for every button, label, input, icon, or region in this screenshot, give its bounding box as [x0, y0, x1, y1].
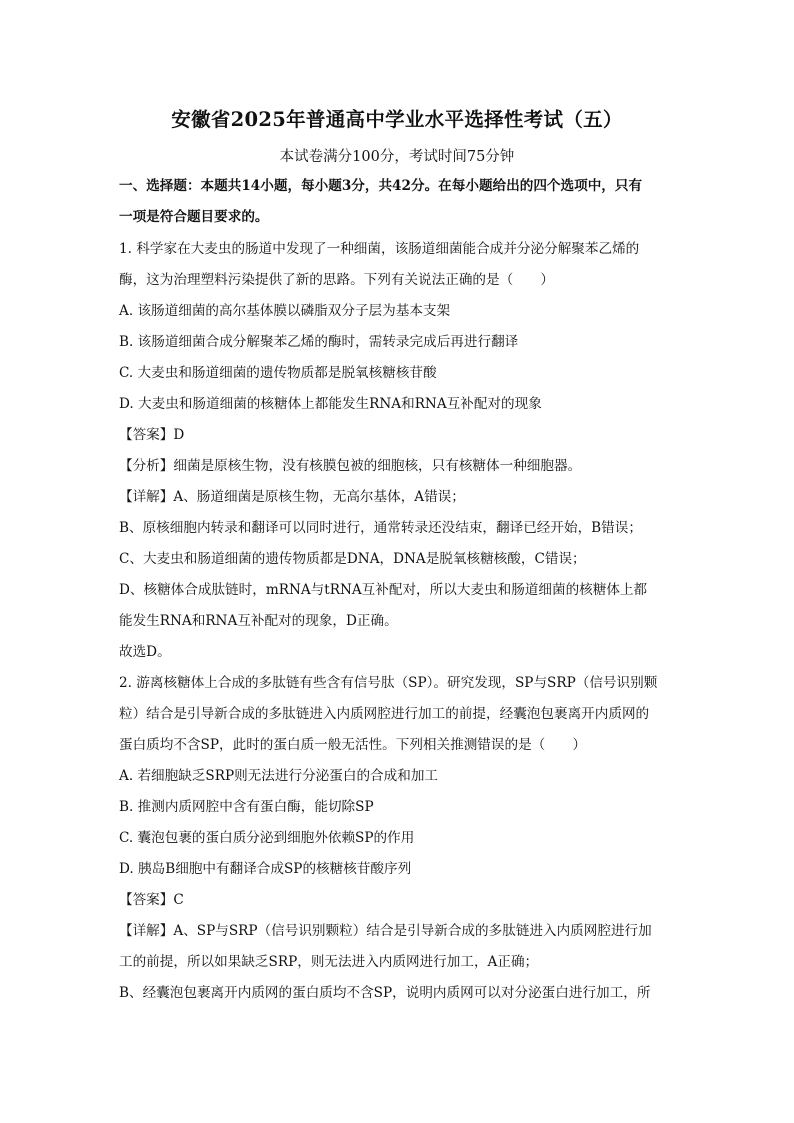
option-d: D. 胰岛B细胞中有翻译合成SP的核糖核苷酸序列 — [119, 861, 412, 877]
page-title: 安徽省2025年普通高中学业水平选择性考试（五） — [171, 108, 623, 131]
explanation: 【详解】A、SP与SRP（信号识别颗粒）结合是引导新合成的多肽链进入内质网腔进行加 — [119, 923, 652, 939]
question-stem: 酶，这为治理塑料污染提供了新的思路。下列有关说法正确的是（ ） — [119, 272, 554, 288]
question-stem: 2. 游离核糖体上合成的多肽链有些含有信号肽（SP）。研究发现，SP与SRP（信号识别颗 — [119, 675, 658, 691]
section-instruction: 一项是符合题目要求的。 — [119, 209, 269, 225]
explanation: 【详解】A、肠道细菌是原核生物，无高尔基体，A错误； — [119, 489, 465, 505]
conclusion: 故选D。 — [119, 644, 171, 660]
explanation: D、核糖体合成肽链时，mRNA与tRNA互补配对，所以大麦虫和肠道细菌的核糖体上都 — [119, 582, 648, 598]
option-c: C. 大麦虫和肠道细菌的遗传物质都是脱氧核糖核苷酸 — [119, 365, 437, 381]
explanation: B、经囊泡包裹离开内质网的蛋白质均不含SP，说明内质网可以对分泌蛋白进行加工，所 — [119, 985, 651, 1001]
answer: 【答案】C — [119, 892, 184, 908]
option-a: A. 若细胞缺乏SRP则无法进行分泌蛋白的合成和加工 — [119, 768, 439, 784]
option-d: D. 大麦虫和肠道细菌的核糖体上都能发生RNA和RNA互补配对的现象 — [119, 396, 542, 412]
question-stem: 粒）结合是引导新合成的多肽链进入内质网腔进行加工的前提，经囊泡包裹离开内质网的 — [119, 706, 650, 722]
explanation: B、原核细胞内转录和翻译可以同时进行，通常转录还没结束，翻译已经开始，B错误； — [119, 520, 642, 536]
section-instruction: 一、选择题：本题共14小题，每小题3分，共42分。在每小题给出的四个选项中，只有 — [119, 178, 643, 194]
option-b: B. 该肠道细菌合成分解聚苯乙烯的酶时，需转录完成后再进行翻译 — [119, 334, 519, 350]
explanation: C、大麦虫和肠道细菌的遗传物质都是DNA，DNA是脱氧核糖核酸，C错误； — [119, 551, 586, 567]
answer: 【答案】D — [119, 427, 185, 443]
option-c: C. 囊泡包裹的蛋白质分泌到细胞外依赖SP的作用 — [119, 830, 415, 846]
option-a: A. 该肠道细菌的高尔基体膜以磷脂双分子层为基本支架 — [119, 303, 451, 319]
analysis: 【分析】细菌是原核生物，没有核膜包被的细胞核，只有核糖体一种细胞器。 — [119, 458, 582, 474]
question-stem: 1. 科学家在大麦虫的肠道中发现了一种细菌，该肠道细菌能合成并分泌分解聚苯乙烯的 — [119, 241, 640, 257]
explanation: 工的前提，所以如果缺乏SRP，则无法进入内质网进行加工，A正确； — [119, 954, 539, 970]
exam-info: 本试卷满分100分，考试时间75分钟 — [279, 149, 515, 165]
question-stem: 蛋白质均不含SP，此时的蛋白质一般无活性。下列相关推测错误的是（ ） — [119, 737, 587, 753]
option-b: B. 推测内质网腔中含有蛋白酶，能切除SP — [119, 799, 374, 815]
explanation: 能发生RNA和RNA互补配对的现象，D正确。 — [119, 613, 398, 629]
